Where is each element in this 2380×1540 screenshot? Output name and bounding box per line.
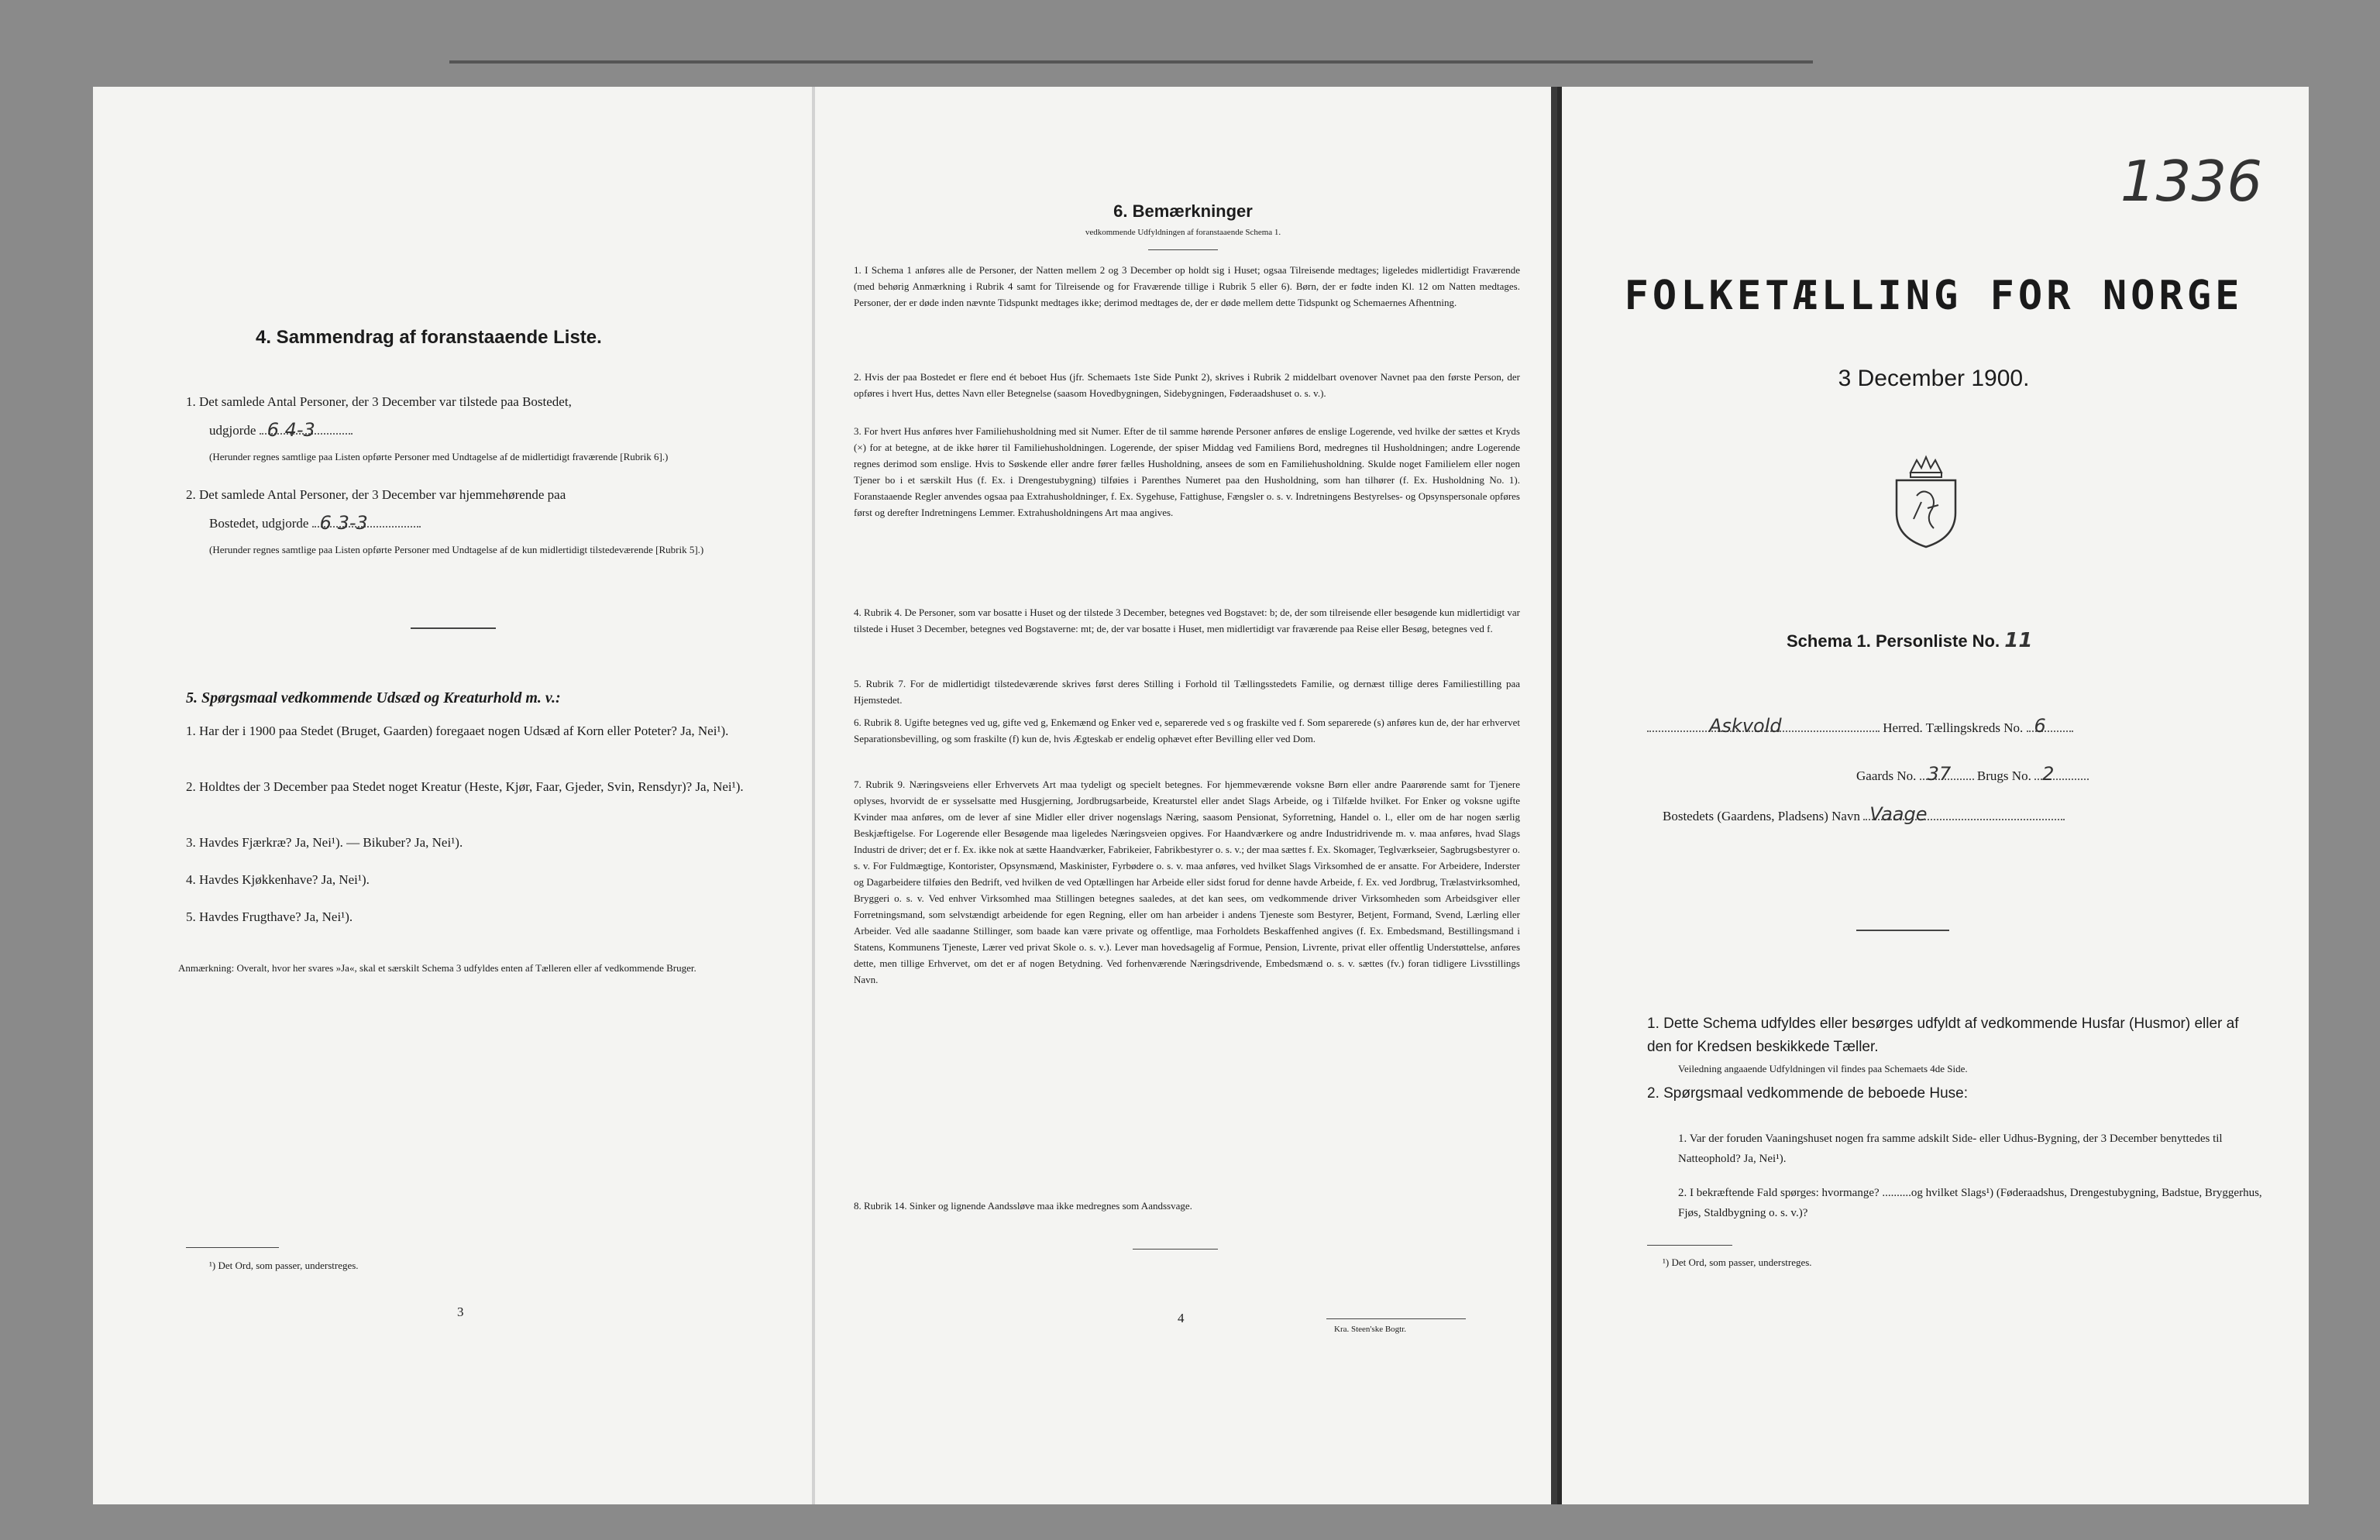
question-2: 2. Holdtes der 3 December paa Stedet noget Kreatur (Heste, Kjør, Faar, Gjeder, Svin, Rensdyr)? Ja, Nei¹). [186,779,744,794]
item-1-value: 6 4-3 [267,419,315,441]
bostedet-label: Bostedet, udgjorde [209,516,309,531]
footnote-rule [186,1247,279,1248]
item-2-value: 6 3-3 [319,512,368,534]
remark-item: 5. Rubrik 7. For de midlertidigt tilstedeværende skrives først deres Stilling i Forhold til Tællingsstedets Familie, og dernæst tillige deres Familiestilling paa Hjemstedet. [854,678,1520,706]
schema-personliste [1787,629,2032,652]
page-3 [93,87,813,1504]
question-4: 4. Havdes Kjøkkenhave? Ja, Nei¹). [186,872,370,887]
brugs-value: 2 [2042,763,2055,785]
gaards-value: 37 [1927,763,1952,785]
herred-line [1647,715,2313,737]
remark-item: 3. For hvert Hus anføres hver Familiehusholdning med sit Numer. Efter de til samme hørende Personer anføres de enslige Logerende, ved hvilke der sættes et Kryds (×) for at betegne, at de ikke hører til Familiehusholdningen. Logerende, der spiser Middag ved Familiens Bord, medregnes til Husholdningen; andre Logerende regnes derimod som enslige. Hvis to Søskende eller andre fører fælles Husholdning, ansees de som en Familiehusholdning. Skulde noget Familielem eller nogen Tjener bo i et særskilt Hus (f. Ex. i Drengestubygning) tilføies i Parenthes Numeret paa den Husholdning, som han tilhører (f. Ex. Husholdning No. 1). Foranstaaende Regler anvendes ogsaa paa Extrahusholdninger, f. Ex. Sygehuse, Fattighuse, Fængsler o. s. v. Indretningens Bestyrelses- og Opsynspersonale opføres først og derefter Indretningens Lemmer. Extrahusholdningens Art maa angives. [854,425,1520,518]
gaard-brug-line [1856,763,2089,785]
summary-item-1-udgjorde [209,421,353,440]
bosted-line [1663,803,2065,825]
instruction-2-2: 2. I bekræftende Fald spørges: hvormange? ..........og hvilket Slags¹) (Føderaadshus, Drengestubygning, Badstue, Bryggerhus, Fjøs, Staldbygning o. s. v.)? [1678,1187,2262,1219]
section-5-title: 5. Spørgsmaal vedkommende Udsæd og Kreaturhold m. v.: [186,689,561,706]
page-1-cover [1557,87,2309,1504]
top-scan-line [449,60,1813,64]
herred-field [1647,715,1880,737]
item-1-answer-line [260,419,353,441]
divider [411,627,496,629]
gaards-label: Gaards No. [1856,768,1917,783]
printer-rule [1326,1318,1466,1319]
udgjorde-label: udgjorde [209,423,256,438]
item-2-answer-line [312,512,421,534]
instruction-2-1: 1. Var der foruden Vaaningshuset nogen fra samme adskilt Side- eller Udhus-Bygning, der 3 December benyttedes til Natteophold? Ja, Nei¹). [1678,1133,2223,1165]
summary-item-1-note: (Herunder regnes samtlige paa Listen opførte Personer med Undtagelse af de midlertidigt fraværende [Rubrik 6].) [209,451,669,462]
remark-item: 1. I Schema 1 anføres alle de Personer, der Natten mellem 2 og 3 December op holdt sig i Huset; ogsaa Tilreisende medtages; ligeledes midlertidigt Fraværende (med behørig Anmærkning i Rubrik 4 samt for Tilreisende og for Fraværende tillige i Rubrik 5 eller 6). Børn, der er fødte inden Kl. 12 om Natten medtages. Personer, der er døde inden nævnte Tidspunkt medtages ikke; derimod medtages de, der er døde mellem dette Tidspunkt og Schemaernes Afhentning. [854,264,1520,308]
remarks-subtitle: vedkommende Udfyldningen af foranstaaende Schema 1. [1085,228,1281,237]
bosted-label: Bostedets (Gaardens, Pladsens) Navn [1663,809,1860,823]
end-rule [1133,1249,1218,1250]
kreds-field [2027,715,2073,737]
divider [1856,930,1949,931]
instruction-1: 1. Dette Schema udfyldes eller besørges udfyldt af vedkommende Husfar (Husmor) eller af den for Kredsen beskikkede Tæller. [1647,1016,2239,1055]
question-1: 1. Har der i 1900 paa Stedet (Bruget, Gaarden) foregaaet nogen Udsæd af Korn eller Poteter? Ja, Nei¹). [186,724,729,738]
census-date: 3 December 1900. [1838,366,2030,391]
question-5: 5. Havdes Frugthave? Ja, Nei¹). [186,909,353,924]
printer-imprint: Kra. Steen'ske Bogtr. [1334,1325,1407,1334]
page-number-4: 4 [1178,1311,1185,1325]
remark-item: 8. Rubrik 14. Sinker og lignende Aandssløve maa ikke medregnes som Aandssvage. [854,1200,1192,1212]
norway-coat-of-arms-icon [1887,451,1965,552]
herred-value: Askvold [1709,715,1782,737]
remark-item: 2. Hvis der paa Bostedet er flere end ét beboet Hus (jfr. Schemaets 1ste Side Punkt 2), skrives i Rubrik 2 middelbart ovenover Navnet paa den første Person, der opføres i hvert Hus, dettes Navn eller Betegnelse (saasom Hovedbygningen, Sidebygningen, Føderaadshuset o. s. v.). [854,371,1520,399]
page-4 [815,87,1551,1504]
section-4-title: 4. Sammendrag af foranstaaende Liste. [256,327,602,348]
footnote-rule [1647,1245,1732,1246]
brugs-field [2034,763,2089,785]
kreds-label: Tællingskreds No. [1925,720,2024,735]
schema-label: Schema 1. Personliste No. [1787,631,2000,651]
herred-label: Herred. [1883,720,1923,735]
title-rule [1148,249,1218,250]
remark-item: 6. Rubrik 8. Ugifte betegnes ved ug, gifte ved g, Enkemænd og Enker ved e, separerede ved s og fraskilte ved f. Som separerede (s) anføres kun de, der har erhvervet Separationsbevilling, og som fraskilte (f) kun de, hvis Ægteskab er endelig ophævet efter Bevilling eller ved Dom. [854,717,1520,744]
page-number-3: 3 [457,1305,464,1319]
schema-number: 11 [2004,629,2033,652]
remark-item: 7. Rubrik 9. Næringsveiens eller Erhvervets Art maa tydeligt og specielt betegnes. For hjemmeværende voksne Børn eller andre Paarørende samt for Tjenere oplyses, hvorvidt de er sysselsatte med Husgjerning, Jordbrugsarbeide, Kreaturstel eller andet Slags Arbeide, og i Tilfælde hvilket. For Enker og voksne ugifte Kvinder maa anføres, om de lever af sine Midler eller driver nogenslags Næring, saasom Pensionat, Syforretning, Handel o. l., eller om de har nogen særlig Beskjæftigelse. For Logerende eller Besøgende maa ligeledes Næringsveien opgives. For Haandværkere og andre Industridrivende m. v. maa anføres, hvad Slags Industri de driver; det er f. Ex. ikke nok at sætte Haandværker, Fabrikeier, Fabrikbestyrer o. s. v.; der maa sættes f. Ex. Skomager, Teglværkseier, Sagbrugsbestyrer o. s. v. For Fuldmægtige, Kontorister, Opsynsmænd, Maskinister, Fyrbødere o. s. v. maa anføres, ved hvilket Slags Virksomhed de er ansatte. For Arbeidere, Inderster og Dagarbeidere tilføies den Bedrift, ved hvilken de ved Optællingen har Arbeide eller sidst forud for denne havde Arbeide, f. Ex. ved Jordbrug, Trælastvirksomhed, Bryggeri o. s. v. Ved enhver Virksomhed maa Stillingen betegnes saaledes, at det kan sees, om vedkommende driver Virksomheden som Arbeidsgiver eller Forretningsmand, som selvstændigt arbeidende for egen Regning, eller om han arbeider i andens Tjeneste som Bestyrer, Betjent, Formand, Svend, Lærling eller Arbeider. Ved alle saadanne Stillinger, som baade kan være private og offentlige, maa Forholdets Beskaffenhed angives (f. Ex. Embedsmand, Bestillingsmand i Statens, Kommunens Tjeneste, Lærer ved privat Skole o. s. v.). Lever man hovedsagelig af Formue, Pension, Livrente, privat eller offentlig Understøttelse, anføres dette, men tillige Erhvervet, om det er af nogen Betydning. Ved forhenværende Næringsdrivende, Embedsmænd o. s. v. sættes (fv.) foran tidligere Livsstillings Navn. [854,779,1520,985]
bosted-value: Vaage [1869,803,1928,825]
annotation-note: Anmærkning: Overalt, hvor her svares »Ja«, skal et særskilt Schema 3 udfyldes enten af Tælleren eller af vedkommende Bruger. [178,962,696,974]
summary-item-2-bostedet [209,514,421,533]
remark-item: 4. Rubrik 4. De Personer, som var bosatte i Huset og der tilstede 3 December, betegnes ved Bogstavet: b; de, der som tilreisende eller besøgende kun midlertidigt var tilstede i Huset 3 December, betegnes ved Bogstaverne: mt; de, der var bosatte i Huset, men midlertidigt var fraværende paa Reise eller Besøg, betegnes ved f. [854,607,1520,634]
instruction-2: 2. Spørgsmaal vedkommende de beboede Huse: [1647,1085,1969,1102]
instruction-1-note: Veiledning angaaende Udfyldningen vil findes paa Schemaets 4de Side. [1678,1063,1968,1074]
handwritten-sheet-number: 1336 [2120,149,2262,214]
bosted-field [1863,803,2065,825]
footnote: ¹) Det Ord, som passer, understreges. [1663,1256,1812,1268]
footnote: ¹) Det Ord, som passer, understreges. [209,1260,359,1271]
kreds-value: 6 [2034,715,2046,737]
summary-item-1: 1. Det samlede Antal Personer, der 3 December var tilstede paa Bostedet, [186,394,572,409]
summary-item-2-note: (Herunder regnes samtlige paa Listen opførte Personer med Undtagelse af de kun midlertidigt tilstedeværende [Rubrik 5].) [209,544,704,555]
gaards-field [1920,763,1974,785]
census-title: FOLKETÆLLING FOR NORGE [1624,273,2244,319]
question-3: 3. Havdes Fjærkræ? Ja, Nei¹). — Bikuber? Ja, Nei¹). [186,835,463,850]
remarks-title: 6. Bemærkninger [1113,201,1253,221]
summary-item-2: 2. Det samlede Antal Personer, der 3 December var hjemmehørende paa [186,487,566,502]
brugs-label: Brugs No. [1976,768,2031,783]
